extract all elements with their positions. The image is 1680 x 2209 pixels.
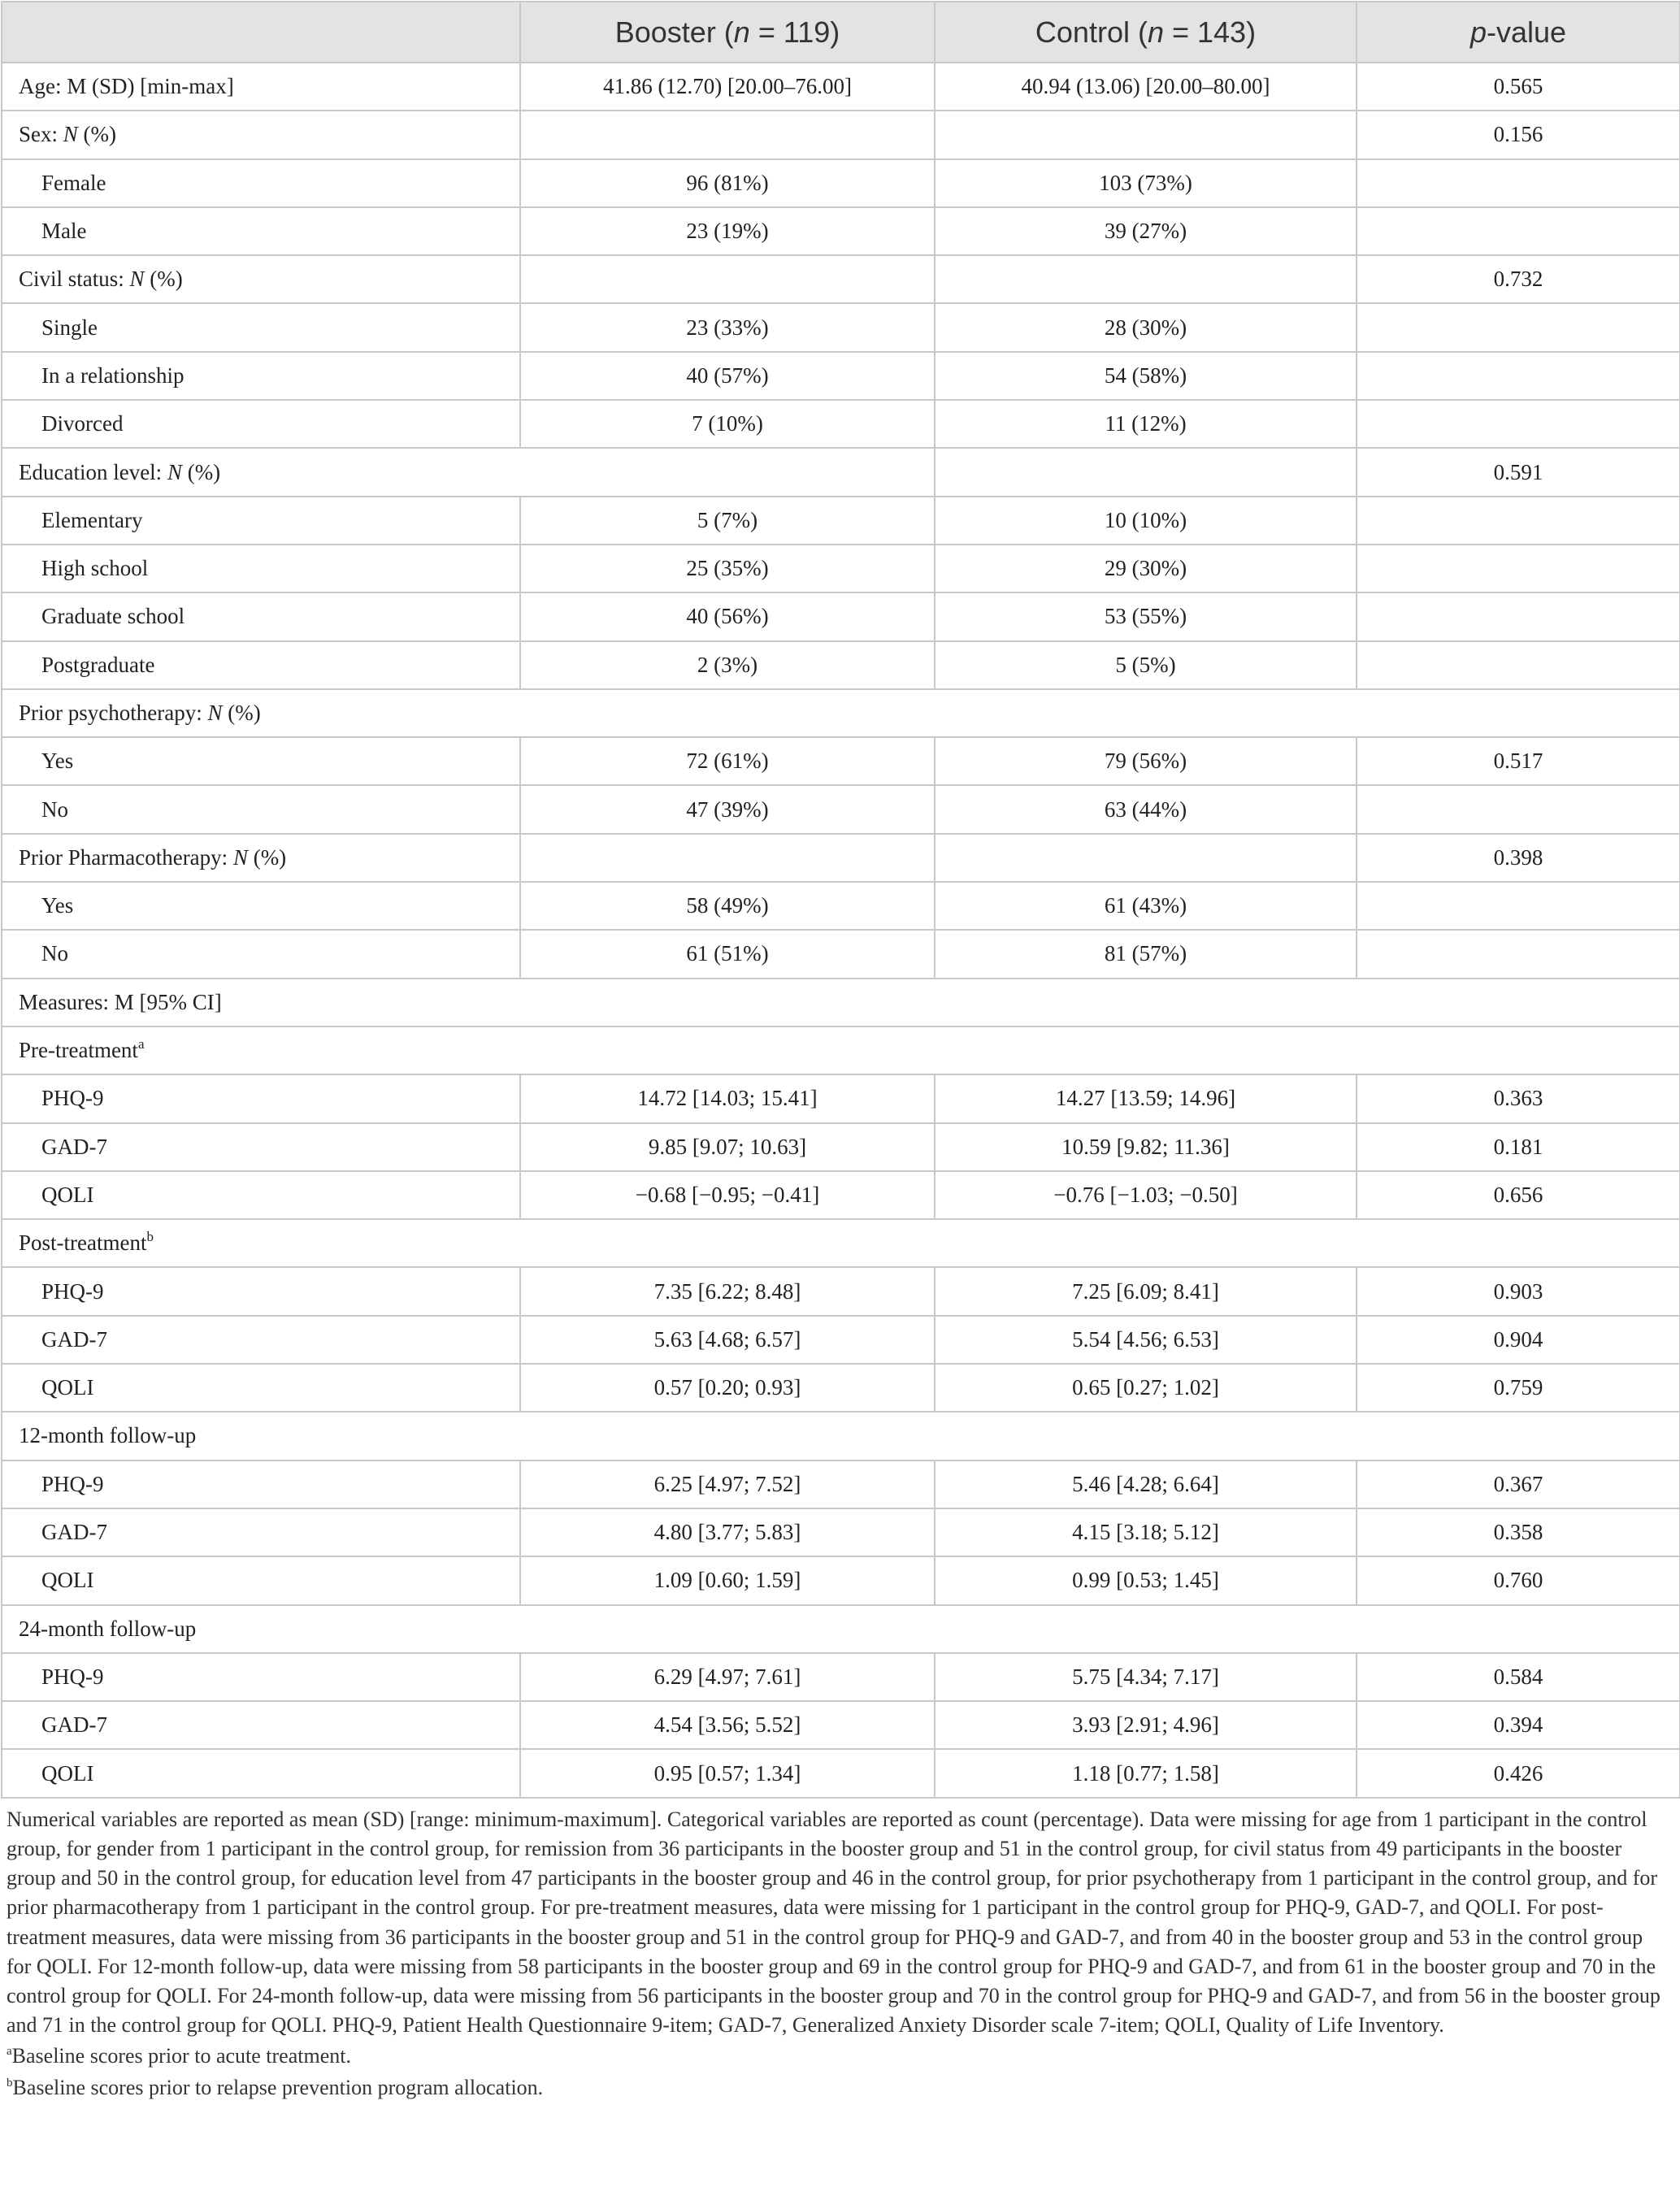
row-label: Prior Pharmacotherapy: N (%) (2, 834, 520, 882)
control-cell: 81 (57%) (935, 930, 1357, 978)
booster-cell: 1.09 [0.60; 1.59] (520, 1556, 935, 1604)
control-cell (935, 111, 1357, 158)
p-value-cell: 0.584 (1357, 1653, 1680, 1701)
row-label: GAD-7 (2, 1701, 520, 1749)
p-value-cell: 0.358 (1357, 1508, 1680, 1556)
control-cell: 5.75 [4.34; 7.17] (935, 1653, 1357, 1701)
table-row-elementary (2, 497, 1680, 545)
control-cell: 0.65 [0.27; 1.02] (935, 1364, 1357, 1412)
p-value-cell: 0.394 (1357, 1701, 1680, 1749)
row-label: PHQ-9 (2, 1267, 520, 1315)
booster-cell: 40 (57%) (520, 352, 935, 400)
p-value-cell (1357, 400, 1680, 448)
table-row-prior-psychotherapy (2, 689, 1680, 737)
p-value-cell: 0.426 (1357, 1749, 1680, 1797)
control-cell: 7.25 [6.09; 8.41] (935, 1267, 1357, 1315)
table-row-24m-gad7 (2, 1701, 1680, 1749)
p-value-cell (1357, 785, 1680, 833)
booster-cell: 61 (51%) (520, 930, 935, 978)
row-label: PHQ-9 (2, 1074, 520, 1122)
control-cell: 5 (5%) (935, 641, 1357, 689)
table-row-postgraduate (2, 641, 1680, 689)
table-row-pharmacotherapy-yes (2, 882, 1680, 930)
booster-cell (520, 255, 935, 303)
booster-cell: −0.68 [−0.95; −0.41] (520, 1171, 935, 1219)
booster-cell: 72 (61%) (520, 737, 935, 785)
table-row-pre-phq9 (2, 1074, 1680, 1122)
table-row-post-qoli (2, 1364, 1680, 1412)
p-value-cell (1357, 159, 1680, 207)
row-label: Education level: N (%) (2, 448, 935, 496)
p-value-cell: 0.398 (1357, 834, 1680, 882)
footnote-b: $^b$Baseline scores prior to relapse prevention program allocation. (7, 2075, 544, 2099)
p-value-cell (1357, 592, 1680, 640)
control-cell: 103 (73%) (935, 159, 1357, 207)
control-cell: 3.93 [2.91; 4.96] (935, 1701, 1357, 1749)
booster-cell: 40 (56%) (520, 592, 935, 640)
demographics-table (1, 1, 1680, 1799)
p-value-cell (1357, 497, 1680, 545)
booster-cell: 4.54 [3.56; 5.52] (520, 1701, 935, 1749)
row-label: In a relationship (2, 352, 520, 400)
row-label: Single (2, 303, 520, 351)
booster-cell: 6.29 [4.97; 7.61] (520, 1653, 935, 1701)
table-row-psychotherapy-yes (2, 737, 1680, 785)
booster-cell: 14.72 [14.03; 15.41] (520, 1074, 935, 1122)
table-row-pre-treatment (2, 1026, 1680, 1074)
header-p-value: p-value (1357, 2, 1680, 63)
section-label: Measures: M [95% CI] (2, 979, 1680, 1026)
p-value-cell (1357, 930, 1680, 978)
header-booster: Booster (n = 119) (520, 2, 935, 63)
control-cell: 14.27 [13.59; 14.96] (935, 1074, 1357, 1122)
table-row-12m-qoli (2, 1556, 1680, 1604)
table-row-measures (2, 979, 1680, 1026)
control-cell: 10 (10%) (935, 497, 1357, 545)
p-value-cell: 0.565 (1357, 63, 1680, 111)
booster-cell (520, 111, 935, 158)
control-cell: 40.94 (13.06) [20.00–80.00] (935, 63, 1357, 111)
table-row-male (2, 207, 1680, 255)
table-row-24-month (2, 1605, 1680, 1653)
row-label: PHQ-9 (2, 1653, 520, 1701)
p-value-cell: 0.759 (1357, 1364, 1680, 1412)
row-label: Sex: N (%) (2, 111, 520, 158)
booster-cell: 0.95 [0.57; 1.34] (520, 1749, 935, 1797)
table-row-age (2, 63, 1680, 111)
header-control: Control (n = 143) (935, 2, 1357, 63)
control-cell: 5.46 [4.28; 6.64] (935, 1460, 1357, 1508)
table-row-relationship (2, 352, 1680, 400)
booster-cell: 5 (7%) (520, 497, 935, 545)
control-cell: 29 (30%) (935, 545, 1357, 592)
table-row-12m-phq9 (2, 1460, 1680, 1508)
control-cell: 11 (12%) (935, 400, 1357, 448)
table-row-education (2, 448, 1680, 496)
booster-cell: 2 (3%) (520, 641, 935, 689)
table-row-24m-phq9 (2, 1653, 1680, 1701)
section-label: 24-month follow-up (2, 1605, 1680, 1653)
table-row-post-treatment (2, 1219, 1680, 1267)
control-cell: 10.59 [9.82; 11.36] (935, 1123, 1357, 1171)
p-value-cell: 0.656 (1357, 1171, 1680, 1219)
table-row-post-gad7 (2, 1316, 1680, 1364)
row-label: QOLI (2, 1749, 520, 1797)
row-label: Graduate school (2, 592, 520, 640)
control-cell: 53 (55%) (935, 592, 1357, 640)
row-label: Elementary (2, 497, 520, 545)
section-label: 12-month follow-up (2, 1412, 1680, 1460)
row-label: QOLI (2, 1556, 520, 1604)
booster-cell (520, 834, 935, 882)
row-label: Age: M (SD) [min-max] (2, 63, 520, 111)
table-footnote: Numerical variables are reported as mean (SD) [range: minimum-maximum]. Categorical variables are reported as count (percentage). Data were missing for age from 1 participant in the control group, for gender from 1 participant in the control group, for remission from 36 participants in the booster group and 51 in the control group, for civil status from 49 participants in the booster group and 50 in the control group, for education level from 47 participants in the booster group and 46 in the control group, for prior psychotherapy from 1 participant in the control group, and for prior pharmacotherapy from 1 participant in the control group. For pre-treatment measures, data were missing for 1 participant in the control group for PHQ-9, GAD-7, and QOLI. For post-treatment measures, data were missing from 36 participants in the booster group and 51 in the control group for PHQ-9 and GAD-7, and from 40 in the booster group and 53 in the control group for QOLI. For 12-month follow-up, data were missing from 58 participants in the booster group and 69 in the control group for PHQ-9 and GAD-7, and from 61 in the booster group and 70 in the control group for QOLI. For 24-month follow-up, data were missing from 56 participants in the booster group and 70 in the control group for PHQ-9 and GAD-7, and from 56 in the booster group and 71 in the control group for QOLI. PHQ-9, Patient Health Questionnaire 9-item; GAD-7, Generalized Anxiety Disorder scale 7-item; QOLI, Quality of Life Inventory. (7, 1807, 1660, 2038)
row-label: GAD-7 (2, 1508, 520, 1556)
row-label: Yes (2, 737, 520, 785)
p-value-cell: 0.156 (1357, 111, 1680, 158)
table-header-row (2, 2, 1680, 63)
p-value-cell (1357, 545, 1680, 592)
p-value-cell: 0.760 (1357, 1556, 1680, 1604)
booster-cell: 96 (81%) (520, 159, 935, 207)
table-row-female (2, 159, 1680, 207)
booster-cell: 7 (10%) (520, 400, 935, 448)
table-row-psychotherapy-no (2, 785, 1680, 833)
booster-cell: 58 (49%) (520, 882, 935, 930)
row-label: Female (2, 159, 520, 207)
control-cell: 79 (56%) (935, 737, 1357, 785)
row-label: Male (2, 207, 520, 255)
table-row-divorced (2, 400, 1680, 448)
p-value-cell: 0.363 (1357, 1074, 1680, 1122)
p-value-cell: 0.903 (1357, 1267, 1680, 1315)
row-label: QOLI (2, 1364, 520, 1412)
table-row-12m-gad7 (2, 1508, 1680, 1556)
p-value-cell (1357, 641, 1680, 689)
row-label: High school (2, 545, 520, 592)
control-cell: 0.99 [0.53; 1.45] (935, 1556, 1357, 1604)
footnote-a: $^a$Baseline scores prior to acute treatment. (7, 2044, 351, 2068)
table-row-24m-qoli (2, 1749, 1680, 1797)
p-value-cell (1357, 207, 1680, 255)
booster-cell: 7.35 [6.22; 8.48] (520, 1267, 935, 1315)
booster-cell: 0.57 [0.20; 0.93] (520, 1364, 935, 1412)
control-cell: 1.18 [0.77; 1.58] (935, 1749, 1357, 1797)
table-row-civil-status (2, 255, 1680, 303)
table-row-high-school (2, 545, 1680, 592)
section-label: Prior psychotherapy: N (%) (2, 689, 1680, 737)
row-label: No (2, 785, 520, 833)
table-row-pre-gad7 (2, 1123, 1680, 1171)
header-blank (2, 2, 520, 63)
booster-cell: 6.25 [4.97; 7.52] (520, 1460, 935, 1508)
section-label: Pre-treatment$^a$ (2, 1026, 1680, 1074)
control-cell: 54 (58%) (935, 352, 1357, 400)
table-row-single (2, 303, 1680, 351)
row-label: No (2, 930, 520, 978)
p-value-cell (1357, 303, 1680, 351)
table-row-12-month (2, 1412, 1680, 1460)
p-value-cell: 0.732 (1357, 255, 1680, 303)
row-label: Yes (2, 882, 520, 930)
p-value-cell: 0.367 (1357, 1460, 1680, 1508)
table-row-post-phq9 (2, 1267, 1680, 1315)
row-label: Civil status: N (%) (2, 255, 520, 303)
p-value-cell (1357, 882, 1680, 930)
row-label: GAD-7 (2, 1316, 520, 1364)
booster-cell: 25 (35%) (520, 545, 935, 592)
control-cell: 4.15 [3.18; 5.12] (935, 1508, 1357, 1556)
control-cell: 28 (30%) (935, 303, 1357, 351)
booster-cell: 5.63 [4.68; 6.57] (520, 1316, 935, 1364)
control-cell: 5.54 [4.56; 6.53] (935, 1316, 1357, 1364)
table-row-pre-qoli (2, 1171, 1680, 1219)
control-cell: 63 (44%) (935, 785, 1357, 833)
control-cell: 61 (43%) (935, 882, 1357, 930)
control-cell: 39 (27%) (935, 207, 1357, 255)
p-value-cell: 0.904 (1357, 1316, 1680, 1364)
control-cell (935, 255, 1357, 303)
booster-cell: 47 (39%) (520, 785, 935, 833)
booster-cell: 9.85 [9.07; 10.63] (520, 1123, 935, 1171)
p-value-cell: 0.591 (1357, 448, 1680, 496)
p-value-cell: 0.517 (1357, 737, 1680, 785)
row-label: QOLI (2, 1171, 520, 1219)
row-label: PHQ-9 (2, 1460, 520, 1508)
control-cell: −0.76 [−1.03; −0.50] (935, 1171, 1357, 1219)
table-row-graduate-school (2, 592, 1680, 640)
row-label: GAD-7 (2, 1123, 520, 1171)
table-row-pharmacotherapy-no (2, 930, 1680, 978)
booster-cell: 23 (33%) (520, 303, 935, 351)
booster-cell: 4.80 [3.77; 5.83] (520, 1508, 935, 1556)
booster-cell: 23 (19%) (520, 207, 935, 255)
control-cell (935, 448, 1357, 496)
booster-cell: 41.86 (12.70) [20.00–76.00] (520, 63, 935, 111)
table-row-prior-pharmacotherapy (2, 834, 1680, 882)
control-cell (935, 834, 1357, 882)
row-label: Divorced (2, 400, 520, 448)
row-label: Postgraduate (2, 641, 520, 689)
p-value-cell (1357, 352, 1680, 400)
section-label: Post-treatment$^b$ (2, 1219, 1680, 1267)
p-value-cell: 0.181 (1357, 1123, 1680, 1171)
table-row-sex (2, 111, 1680, 158)
